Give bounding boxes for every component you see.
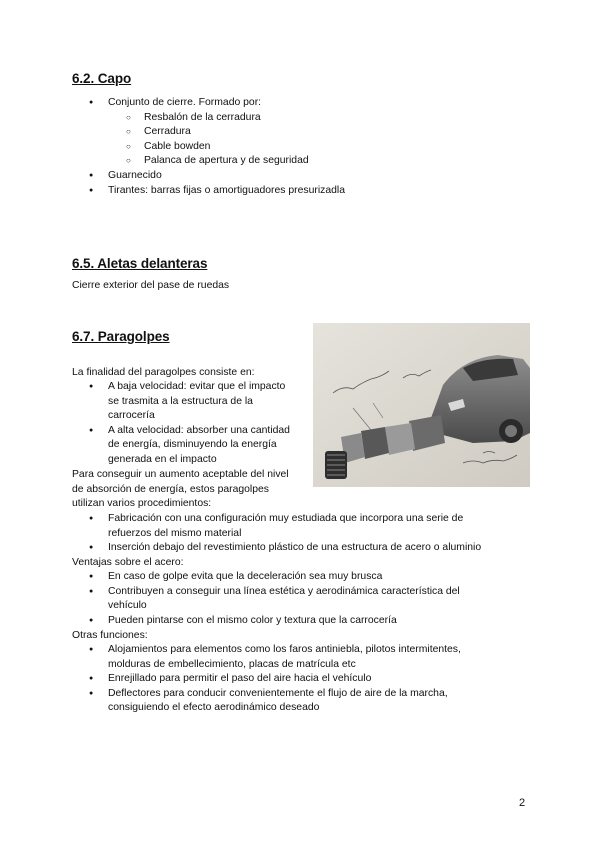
list-item-line: consiguiendo el efecto aerodinámico deseado bbox=[108, 702, 320, 714]
list-item-line: A baja velocidad: evitar que el impacto bbox=[108, 381, 286, 392]
list-item-line: de energía, disminuyendo la energía bbox=[108, 439, 277, 451]
sublist-item bbox=[72, 140, 532, 155]
list-item-line: vehículo bbox=[108, 600, 147, 612]
list-item bbox=[72, 169, 532, 184]
list-item-line: carrocería bbox=[108, 410, 155, 422]
sublist-item-text: Resbalón de la cerradura bbox=[144, 111, 261, 123]
list-item bbox=[72, 585, 542, 614]
capo-list bbox=[72, 96, 532, 198]
list-item bbox=[72, 512, 542, 541]
list-item bbox=[72, 643, 542, 672]
paragolpes-intro: La finalidad del paragolpes consiste en: bbox=[72, 367, 255, 378]
list-item-line: refuerzos del mismo material bbox=[108, 527, 242, 539]
list-item bbox=[72, 570, 542, 585]
list-item-line: A alta velocidad: absorber una cantidad bbox=[108, 424, 290, 436]
paragolpes-procedures-list bbox=[72, 512, 542, 556]
heading-aletas: 6.5. Aletas delanteras bbox=[72, 256, 208, 271]
list-item-text: Tirantes: barras fijas o amortiguadores presurizadla bbox=[108, 184, 345, 196]
list-item-line: Fabricación con una configuración muy estudiada que incorpora una serie de bbox=[108, 513, 464, 524]
bumper-illustration bbox=[313, 323, 530, 487]
paragolpes-goals-list bbox=[72, 380, 307, 468]
list-item bbox=[72, 424, 307, 468]
list-item-text: Conjunto de cierre. Formado por: bbox=[108, 97, 262, 108]
page-number: 2 bbox=[519, 797, 526, 809]
paragraph-line: Para conseguir un aumento aceptable del nivel bbox=[72, 469, 289, 480]
sublist-item-text: Cerradura bbox=[144, 126, 191, 138]
list-item bbox=[72, 672, 542, 687]
list-item-line: En caso de golpe evita que la deceleración sea muy brusca bbox=[108, 571, 383, 582]
list-item-line: Contribuyen a conseguir una línea estética y aerodinámica característica del bbox=[108, 585, 460, 597]
list-item-line: se trasmita a la estructura de la bbox=[108, 395, 253, 407]
aletas-body: Cierre exterior del pase de ruedas bbox=[72, 280, 230, 291]
list-item-line: Enrejillado para permitir el paso del aire hacia el vehículo bbox=[108, 673, 372, 685]
list-item-line: molduras de embellecimiento, placas de matrícula etc bbox=[108, 658, 356, 670]
ventajas-list bbox=[72, 570, 542, 628]
list-item-line: Alojamientos para elementos como los faros antiniebla, pilotos intermitentes, bbox=[108, 644, 461, 655]
list-item bbox=[72, 687, 542, 716]
bumper-assembly-photo bbox=[313, 323, 530, 487]
list-item-line: Deflectores para conducir convenientemente el flujo de aire de la marcha, bbox=[108, 687, 448, 699]
sublist-item bbox=[72, 111, 532, 126]
list-item bbox=[72, 541, 542, 556]
sublist-item bbox=[72, 154, 532, 169]
list-item bbox=[72, 614, 542, 629]
list-item bbox=[72, 96, 532, 111]
heading-paragolpes: 6.7. Paragolpes bbox=[72, 329, 170, 344]
otras-list bbox=[72, 643, 542, 716]
list-item-line: Inserción debajo del revestimiento plástico de una estructura de acero o aluminio bbox=[108, 542, 482, 554]
list-item bbox=[72, 184, 532, 199]
ventajas-title: Ventajas sobre el acero: bbox=[72, 557, 184, 568]
paragolpes-paragraph bbox=[72, 468, 312, 512]
list-item bbox=[72, 380, 307, 424]
sublist-item bbox=[72, 125, 532, 140]
paragraph-line: utilizan varios procedimientos: bbox=[72, 498, 212, 510]
heading-capo: 6.2. Capo bbox=[72, 71, 132, 86]
list-item-line: generada en el impacto bbox=[108, 453, 217, 465]
sublist-item-text: Palanca de apertura y de seguridad bbox=[144, 155, 309, 167]
otras-title: Otras funciones: bbox=[72, 630, 148, 641]
paragraph-line: de absorción de energía, estos paragolpes bbox=[72, 483, 269, 495]
list-item-line: Pueden pintarse con el mismo color y textura que la carrocería bbox=[108, 614, 397, 626]
sublist-item-text: Cable bowden bbox=[144, 140, 211, 152]
list-item-text: Guarnecido bbox=[108, 169, 162, 181]
